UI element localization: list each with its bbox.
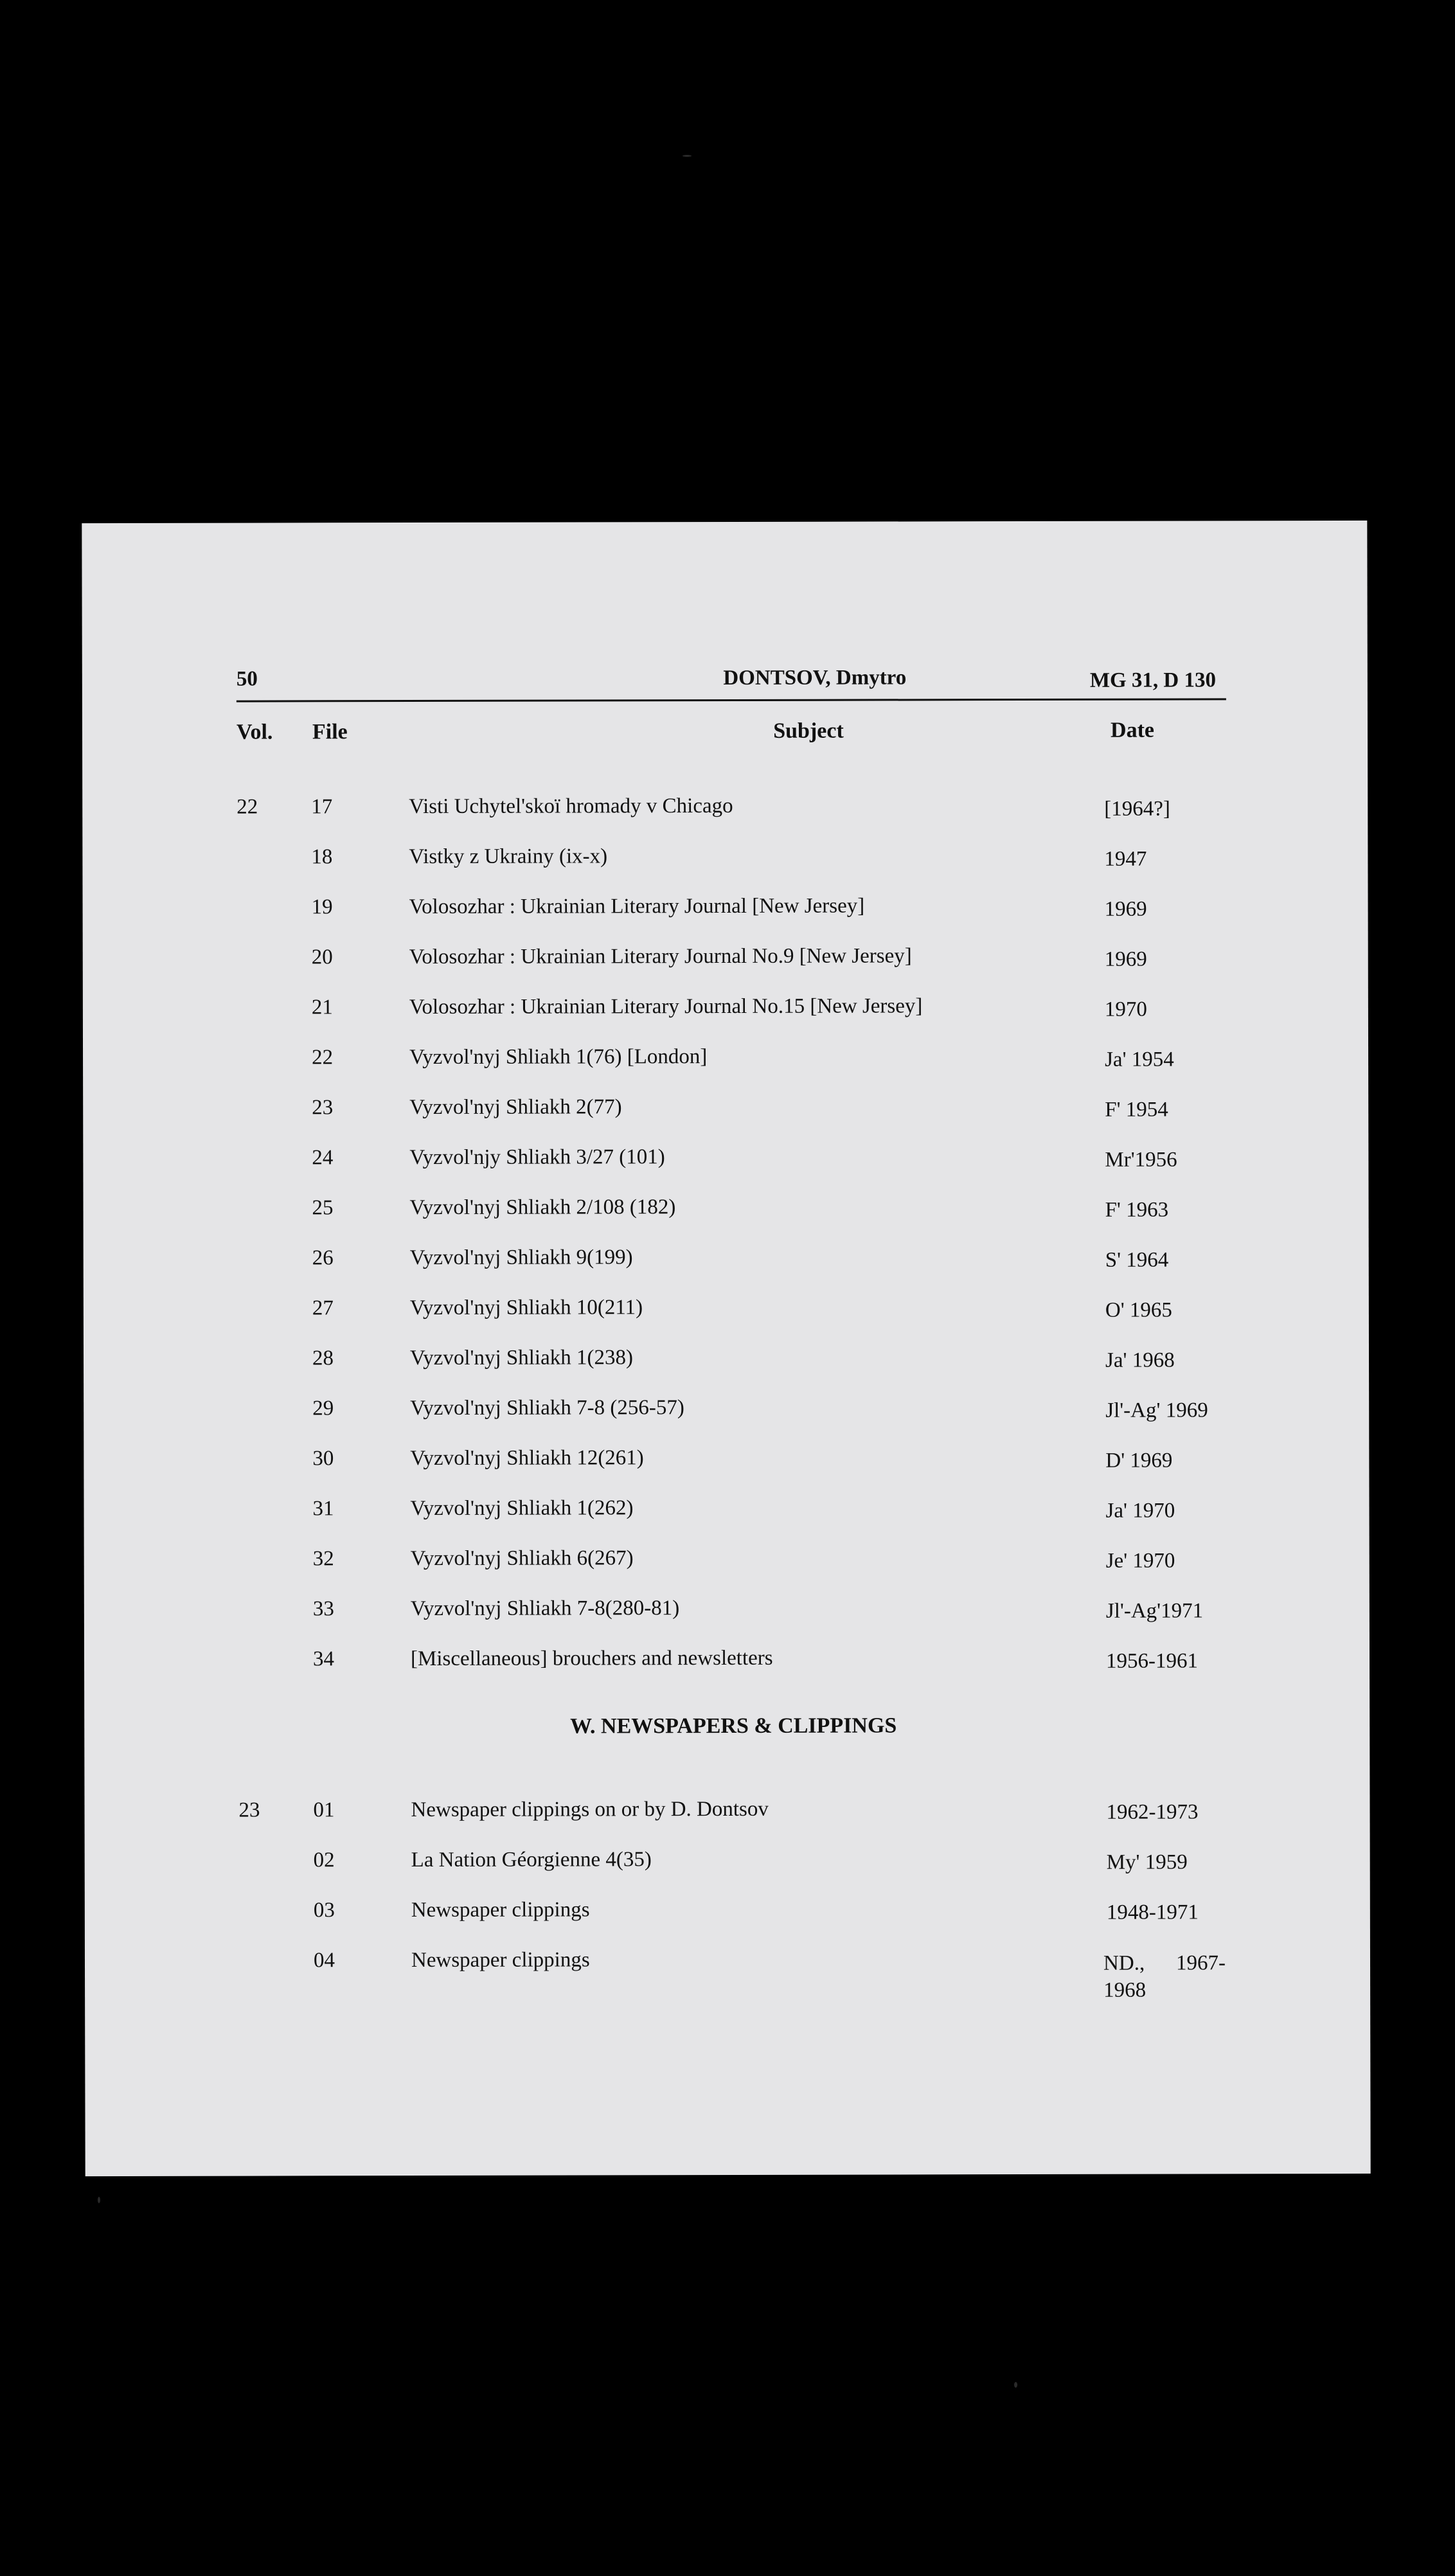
- row-subject: Vyzvol'nyj Shliakh 6(267): [410, 1546, 634, 1571]
- row-subject: Vyzvol'nyj Shliakh 12(261): [410, 1446, 644, 1471]
- section-heading: W. NEWSPAPERS & CLIPPINGS: [570, 1713, 897, 1739]
- row-date: Ja' 1968: [1105, 1348, 1175, 1372]
- page-number: 50: [236, 667, 258, 691]
- table-row: [82, 843, 1368, 884]
- document-title: DONTSOV, Dmytro: [723, 666, 907, 690]
- table-row: [82, 793, 1368, 834]
- table-row: [84, 1495, 1369, 1536]
- row-date: [1964?]: [1104, 797, 1170, 821]
- row-subject: Vyzvol'nyj Shliakh 7-8(280-81): [410, 1597, 680, 1621]
- table-row: [83, 1044, 1368, 1085]
- row-subject: Newspaper clippings on or by D. Dontsov: [411, 1797, 769, 1822]
- row-file: 02: [313, 1848, 335, 1872]
- document-page: [82, 521, 1370, 2176]
- table-row: [84, 1545, 1370, 1586]
- row-subject: La Nation Géorgienne 4(35): [411, 1848, 652, 1872]
- row-file: 23: [312, 1096, 334, 1120]
- table-row: [85, 1847, 1370, 1888]
- row-subject: Vyzvol'nyj Shliakh 2(77): [409, 1095, 622, 1120]
- row-date: ND., 1967-1968: [1103, 1951, 1226, 2002]
- row-date: Je' 1970: [1105, 1549, 1175, 1573]
- row-file: 29: [312, 1397, 334, 1420]
- row-date: 1969: [1104, 897, 1147, 921]
- scan-speck: [98, 2197, 100, 2203]
- row-file: 33: [312, 1597, 334, 1621]
- row-date: My' 1959: [1106, 1850, 1188, 1874]
- row-file: 26: [312, 1246, 334, 1270]
- row-subject: [Miscellaneous] brouchers and newsletters: [410, 1646, 773, 1671]
- column-header-file: File: [312, 720, 348, 744]
- table-row: [84, 1645, 1370, 1686]
- row-subject: Volosozhar : Ukrainian Literary Journal [New Jersey]: [409, 894, 865, 919]
- row-subject: Newspaper clippings: [411, 1948, 590, 1972]
- scan-speck: [683, 155, 692, 157]
- row-subject: Volosozhar : Ukrainian Literary Journal No.9 [New Jersey]: [409, 944, 912, 969]
- row-subject: Vyzvol'nyj Shliakh 2/108 (182): [409, 1195, 676, 1220]
- row-date: Mr'1956: [1105, 1148, 1177, 1172]
- table-row: [83, 1094, 1368, 1135]
- row-date: S' 1964: [1105, 1248, 1169, 1272]
- row-subject: Vyzvol'nyj Shliakh 10(211): [409, 1296, 643, 1320]
- row-date: Jl'-Ag'1971: [1105, 1599, 1204, 1623]
- row-vol: 22: [237, 795, 258, 819]
- table-row: [84, 1194, 1369, 1235]
- scan-speck: [1014, 2382, 1017, 2388]
- row-file: 03: [313, 1899, 335, 1922]
- row-file: 25: [312, 1196, 334, 1220]
- row-subject: Vyzvol'nyj Shliakh 9(199): [409, 1246, 633, 1270]
- column-header-subject: Subject: [773, 719, 844, 743]
- row-subject: Vyzvol'nyj Shliakh 1(76) [London]: [409, 1045, 708, 1069]
- table-row: [85, 1897, 1370, 1938]
- row-subject: Visti Uchytel'skoï hromady v Chicago: [409, 794, 733, 819]
- row-date: Ja' 1954: [1105, 1048, 1174, 1071]
- table-row: [83, 944, 1368, 985]
- table-row: [84, 1796, 1370, 1838]
- row-file: 27: [312, 1296, 334, 1320]
- row-file: 17: [311, 795, 333, 819]
- row-date: 1969: [1104, 947, 1147, 971]
- row-file: 20: [311, 945, 333, 969]
- table-row: [83, 994, 1368, 1035]
- row-file: 19: [311, 895, 333, 919]
- row-date: 1962-1973: [1106, 1800, 1199, 1824]
- row-date: F' 1954: [1105, 1098, 1168, 1122]
- row-date: 1948-1971: [1106, 1901, 1199, 1924]
- row-file: 34: [312, 1647, 335, 1671]
- row-date: Ja' 1970: [1105, 1499, 1175, 1523]
- row-subject: Vyzvol'nyj Shliakh 1(262): [410, 1496, 634, 1521]
- column-header-vol: Vol.: [236, 720, 273, 744]
- row-file: 31: [312, 1497, 334, 1521]
- row-file: 01: [313, 1798, 335, 1822]
- table-row: [84, 1445, 1369, 1486]
- row-subject: Vyzvol'nyj Shliakh 1(238): [409, 1346, 633, 1370]
- table-row: [85, 1947, 1370, 2014]
- row-date: F' 1963: [1105, 1198, 1169, 1222]
- row-subject: Newspaper clippings: [411, 1898, 590, 1922]
- table-row: [83, 893, 1368, 935]
- row-file: 28: [312, 1346, 334, 1370]
- row-file: 04: [313, 1949, 335, 1972]
- table-row: [84, 1395, 1369, 1436]
- row-subject: Volosozhar : Ukrainian Literary Journal No.15 [New Jersey]: [409, 994, 923, 1019]
- row-file: 24: [312, 1146, 334, 1170]
- table-row: [84, 1345, 1369, 1386]
- row-date: 1947: [1104, 847, 1147, 871]
- row-date: 1970: [1104, 997, 1147, 1021]
- row-file: 21: [311, 996, 333, 1019]
- table-row: [84, 1294, 1369, 1336]
- table-row: [84, 1244, 1369, 1285]
- row-subject: Vistky z Ukrainy (ix-x): [409, 845, 608, 869]
- row-subject: Vyzvol'njy Shliakh 3/27 (101): [409, 1145, 665, 1170]
- table-row: [84, 1595, 1370, 1636]
- row-file: 32: [312, 1547, 334, 1571]
- collection-reference: MG 31, D 130: [1089, 668, 1217, 692]
- row-file: 30: [312, 1447, 334, 1471]
- row-file: 18: [311, 845, 333, 869]
- row-subject: Vyzvol'nyj Shliakh 7-8 (256-57): [410, 1396, 684, 1420]
- row-file: 22: [312, 1046, 334, 1069]
- row-date: Jl'-Ag' 1969: [1105, 1399, 1208, 1422]
- row-date: 1956-1961: [1105, 1649, 1199, 1673]
- table-row: [83, 1144, 1368, 1185]
- column-header-date: Date: [1110, 718, 1154, 742]
- row-date: O' 1965: [1105, 1298, 1172, 1322]
- row-vol: 23: [238, 1798, 260, 1822]
- row-date: D' 1969: [1105, 1449, 1173, 1472]
- header-rule: [237, 698, 1226, 702]
